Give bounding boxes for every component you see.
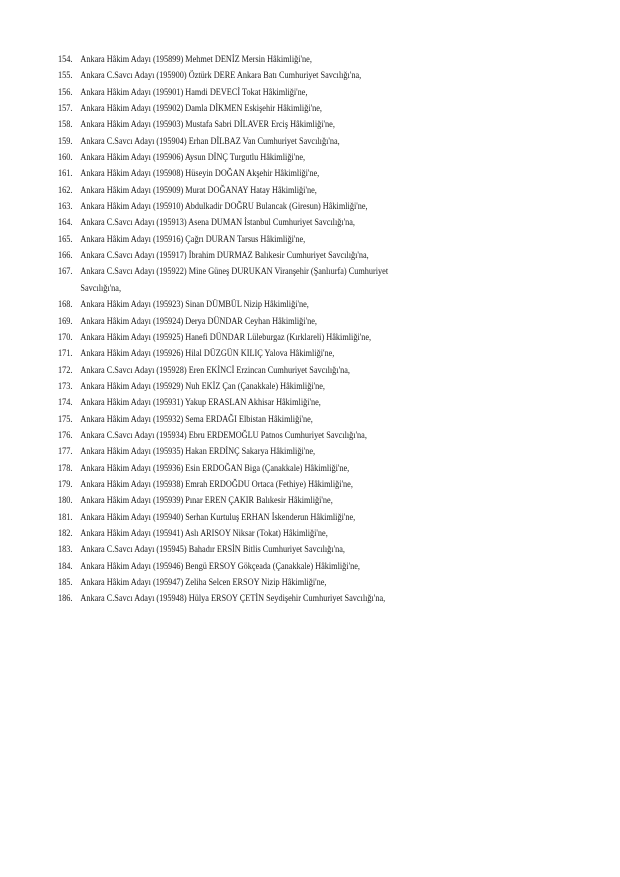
entry-number: 173. [58,380,73,392]
list-item [58,314,522,330]
entry-text [80,117,522,133]
entry-line: Ankara Hâkim Adayı (195902) Damla DİKMEN Eskişehir Hâkimliği'ne, [80,103,322,115]
entry-text [80,477,522,493]
entry-number: 162. [58,184,73,196]
entry-line: Ankara Hâkim Adayı (195940) Serhan Kurtuluş ERHAN İskenderun Hâkimliği'ne, [80,511,356,523]
list-item [58,166,522,182]
entry-text [80,52,522,68]
entry-line: Ankara Hâkim Adayı (195903) Mustafa Sabri DİLAVER Erciş Hâkimliği'ne, [80,119,335,131]
entry-text [80,183,522,199]
entry-text [80,134,522,150]
entry-text [80,232,522,248]
entry-number: 160. [58,152,73,164]
list-item [58,412,522,428]
entry-line: Ankara Hâkim Adayı (195910) Abdulkadir DOĞRU Bulancak (Giresun) Hâkimliği'ne, [80,201,368,213]
list-item [58,526,522,542]
entry-text [80,591,522,607]
entry-line: Ankara Hâkim Adayı (195924) Derya DÜNDAR Ceyhan Hâkimliği'ne, [80,315,317,327]
entry-number: 161. [58,168,73,180]
entry-text [80,412,522,428]
entry-text [80,395,522,411]
list-item [58,183,522,199]
list-item [58,101,522,117]
entry-text [80,363,522,379]
entry-number: 185. [58,577,73,588]
entry-line: Ankara C.Savcı Adayı (195934) Ebru ERDEMOĞLU Patnos Cumhuriyet Savcılığı'na, [80,429,367,441]
entry-line: Ankara C.Savcı Adayı (195904) Erhan DİLBAZ Van Cumhuriyet Savcılığı'na, [80,135,340,147]
entry-text [80,150,522,166]
entry-number: 164. [58,217,73,229]
list-item [58,248,522,264]
entry-line: Ankara C.Savcı Adayı (195900) Öztürk DERE Ankara Batı Cumhuriyet Savcılığı'na, [80,70,362,82]
entry-number: 155. [58,70,73,82]
entry-number: 166. [58,250,73,262]
entry-number: 156. [58,86,73,98]
entry-line: Ankara Hâkim Adayı (195932) Sema ERDAĞI Elbistan Hâkimliği'ne, [80,413,313,425]
entry-number: 171. [58,348,73,360]
entry-line: Ankara C.Savcı Adayı (195922) Mine Güneş DURUKAN Viranşehir (Şanlıurfa) Cumhuriyet [80,266,389,278]
entry-line: Ankara C.Savcı Adayı (195917) İbrahim DURMAZ Balıkesir Cumhuriyet Savcılığı'na, [80,250,369,262]
list-item [58,493,522,509]
entry-text [80,199,522,215]
entry-number: 182. [58,527,73,539]
list-item [58,428,522,444]
entry-text [80,444,522,460]
document-page [58,52,522,608]
list-item [58,297,522,313]
entry-number: 158. [58,119,73,131]
entry-number: 184. [58,560,73,572]
entry-text [80,510,522,526]
entry-number: 163. [58,201,73,213]
entry-line: Ankara Hâkim Adayı (195929) Nuh EKİZ Çan (Çanakkale) Hâkimliği'ne, [80,380,325,392]
entry-number: 154. [58,54,73,65]
entry-number: 167. [58,266,73,278]
entry-text [80,379,522,395]
list-item [58,117,522,133]
entry-number: 176. [58,429,73,441]
entry-line: Ankara Hâkim Adayı (195947) Zeliha Selcen ERSOY Nizip Hâkimliği'ne, [80,577,327,588]
entry-line: Ankara C.Savcı Adayı (195913) Asena DUMAN İstanbul Cumhuriyet Savcılığı'na, [80,217,355,229]
entry-number: 177. [58,446,73,458]
entry-line: Ankara Hâkim Adayı (195901) Hamdi DEVECİ Tokat Hâkimliği'ne, [80,86,308,98]
list-item [58,444,522,460]
entry-text [80,297,522,313]
entry-line: Ankara Hâkim Adayı (195941) Aslı ARISOY Niksar (Tokat) Hâkimliği'ne, [80,527,328,539]
list-item [58,150,522,166]
list-item [58,232,522,248]
entry-text [80,248,522,264]
entry-line: Ankara C.Savcı Adayı (195948) Hülya ERSOY ÇETİN Seydişehir Cumhuriyet Savcılığı'na, [80,593,386,605]
list-item [58,363,522,379]
entry-line: Ankara Hâkim Adayı (195935) Hakan ERDİNÇ Sakarya Hâkimliği'ne, [80,446,316,458]
entry-text [80,101,522,117]
list-item [58,379,522,395]
entry-text [80,166,522,182]
entry-number: 169. [58,315,73,327]
entry-text [80,542,522,558]
entry-number: 175. [58,413,73,425]
entry-line: Ankara Hâkim Adayı (195925) Hanefi DÜNDAR Lüleburgaz (Kırklareli) Hâkimliği'ne, [80,331,372,343]
entry-line: Ankara Hâkim Adayı (195946) Bengü ERSOY Gökçeada (Çanakkale) Hâkimliği'ne, [80,560,360,572]
list-item [58,575,522,591]
entry-number: 170. [58,331,73,343]
entry-line-continuation: Savcılığı'na, [80,282,122,294]
entry-text [80,493,522,509]
entry-text [80,461,522,477]
list-item [58,52,522,68]
entry-number: 174. [58,397,73,409]
list-item [58,559,522,575]
entry-number: 165. [58,233,73,245]
entry-line: Ankara Hâkim Adayı (195908) Hüseyin DOĞAN Akşehir Hâkimliği'ne, [80,168,320,180]
entry-text [80,85,522,101]
entry-number: 183. [58,544,73,556]
list-item [58,591,522,607]
list-item [58,85,522,101]
entry-text [80,264,522,297]
entry-line: Ankara Hâkim Adayı (195916) Çağrı DURAN Tarsus Hâkimliği'ne, [80,233,306,245]
entry-text [80,428,522,444]
entry-text [80,314,522,330]
list-item [58,68,522,84]
entry-line: Ankara Hâkim Adayı (195909) Murat DOĞANAY Hatay Hâkimliği'ne, [80,184,317,196]
entry-number: 159. [58,135,73,147]
entry-line: Ankara Hâkim Adayı (195899) Mehmet DENİZ Mersin Hâkimliği'ne, [80,54,312,65]
entry-line: Ankara Hâkim Adayı (195923) Sinan DÜMBÜL Nizip Hâkimliği'ne, [80,299,309,311]
entry-number: 179. [58,478,73,490]
list-item [58,134,522,150]
list-item [58,199,522,215]
entry-text [80,330,522,346]
entry-text [80,346,522,362]
list-item [58,395,522,411]
entry-line: Ankara Hâkim Adayı (195936) Esin ERDOĞAN Biga (Çanakkale) Hâkimliği'ne, [80,462,350,474]
entry-number: 180. [58,495,73,507]
list-item [58,510,522,526]
entry-number: 178. [58,462,73,474]
entry-number: 181. [58,511,73,523]
entry-line: Ankara Hâkim Adayı (195931) Yakup ERASLAN Akhisar Hâkimliği'ne, [80,397,321,409]
list-item [58,477,522,493]
entry-text [80,215,522,231]
entry-line: Ankara Hâkim Adayı (195939) Pınar EREN ÇAKIR Balıkesir Hâkimliği'ne, [80,495,333,507]
entry-line: Ankara Hâkim Adayı (195926) Hilal DÜZGÜN KILIÇ Yalova Hâkimliği'ne, [80,348,335,360]
entry-text [80,68,522,84]
entry-number: 186. [58,593,73,605]
entry-number: 172. [58,364,73,376]
entry-line: Ankara C.Savcı Adayı (195945) Bahadır ERSİN Bitlis Cumhuriyet Savcılığı'na, [80,544,345,556]
entry-number: 157. [58,103,73,115]
list-item [58,542,522,558]
entry-text [80,526,522,542]
entry-line: Ankara C.Savcı Adayı (195928) Eren EKİNCİ Erzincan Cumhuriyet Savcılığı'na, [80,364,350,376]
list-item [58,346,522,362]
list-item [58,264,522,297]
entry-text [80,559,522,575]
list-item [58,461,522,477]
list-item [58,215,522,231]
entry-line: Ankara Hâkim Adayı (195938) Emrah ERDOĞDU Ortaca (Fethiye) Hâkimliği'ne, [80,478,353,490]
appointment-list [58,52,522,608]
entry-text [80,575,522,591]
entry-line: Ankara Hâkim Adayı (195906) Aysun DİNÇ Turgutlu Hâkimliği'ne, [80,152,306,164]
entry-number: 168. [58,299,73,311]
list-item [58,330,522,346]
